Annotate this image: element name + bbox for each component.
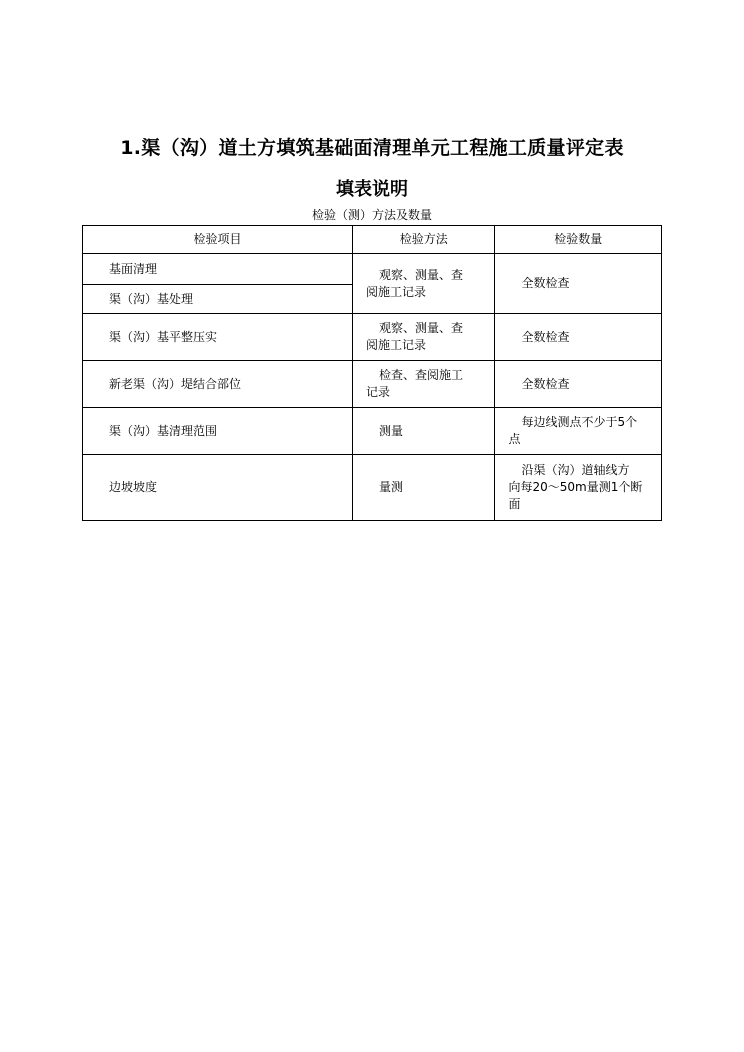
method-text-line: 观察、测量、查: [378, 267, 463, 282]
item-cell: 渠（沟）基处理: [83, 285, 353, 314]
table-row: [83, 254, 662, 285]
quantity-cell: [495, 408, 662, 455]
item-cell: 新老渠（沟）堤结合部位: [83, 361, 353, 408]
quantity-text-line: 沿渠（沟）道轴线方: [521, 463, 630, 477]
method-text-line: 观察、测量、查: [378, 321, 463, 335]
header-cell-item: 检验项目: [83, 226, 353, 254]
method-text-line: 阅施工记录: [365, 284, 426, 299]
quantity-text-line: 全数检查: [521, 276, 570, 290]
quantity-cell: [495, 254, 662, 314]
method-text-line: 阅施工记录: [365, 338, 426, 352]
method-text-line: 检查、查阅施工: [378, 368, 463, 382]
table-header-row: [83, 226, 662, 254]
method-text-line: 记录: [365, 385, 390, 399]
table-row: [83, 455, 662, 521]
header-cell-quantity: 检验数量: [495, 226, 662, 254]
quantity-text-line: 点: [508, 432, 521, 446]
quantity-text-line: 全数检查: [521, 329, 570, 344]
method-cell: [352, 408, 495, 455]
method-cell: [352, 455, 495, 521]
item-cell: 基面清理: [83, 254, 353, 285]
inspection-table: [82, 225, 662, 521]
item-cell: 渠（沟）基平整压实: [83, 314, 353, 361]
method-text-line: 测量: [378, 423, 403, 438]
item-cell: 边坡坡度: [83, 455, 353, 521]
quantity-text-line: 全数检查: [521, 376, 570, 391]
quantity-cell: [495, 314, 662, 361]
method-text-line: 量测: [378, 480, 403, 494]
quantity-text-line: 面: [508, 497, 521, 511]
quantity-cell: [495, 455, 662, 521]
method-cell: [352, 314, 495, 361]
table-caption: 检验（测）方法及数量: [311, 208, 432, 222]
header-cell-method: 检验方法: [352, 226, 495, 254]
method-cell: [352, 361, 495, 408]
quantity-cell: [495, 361, 662, 408]
method-cell: [352, 254, 495, 314]
quantity-text-line: 向每20～50m量测1个断: [508, 480, 643, 494]
table-row: [83, 408, 662, 455]
section-subtitle: 填表说明: [336, 179, 408, 200]
table-row: [83, 314, 662, 361]
document-title: 1.渠（沟）道土方填筑基础面清理单元工程施工质量评定表: [120, 137, 624, 159]
quantity-text-line: 每边线测点不少于5个: [521, 415, 638, 429]
table-row: [83, 361, 662, 408]
item-cell: 渠（沟）基清理范围: [83, 408, 353, 455]
